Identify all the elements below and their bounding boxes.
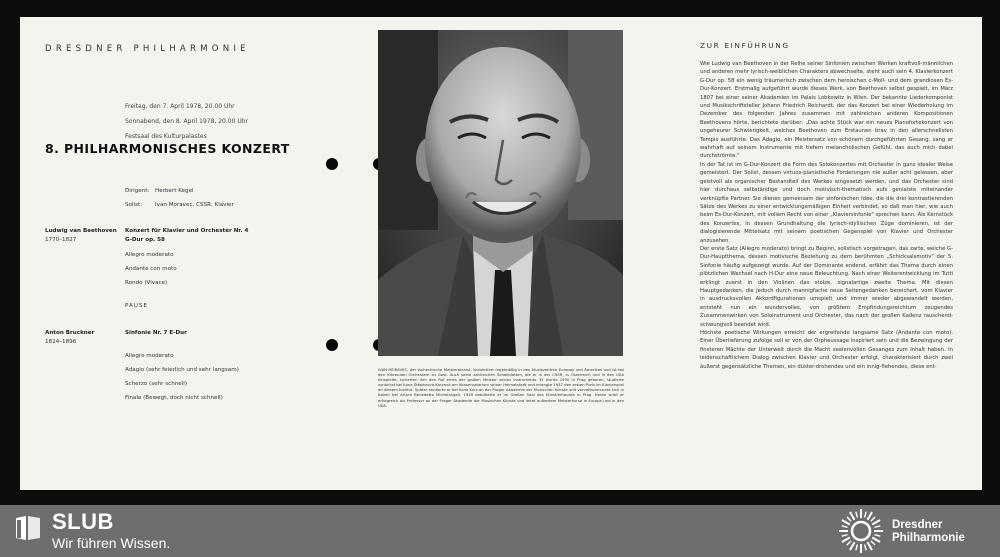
essay-heading: ZUR EINFÜHRUNG	[700, 41, 790, 50]
movement-item: Allegro moderato	[125, 252, 174, 258]
pause-label: PAUSE	[125, 303, 149, 309]
date-friday: Freitag, den 7. April 1978, 20.00 Uhr	[125, 103, 235, 110]
dp-logo-line2: Philharmonie	[892, 532, 965, 544]
slub-logo-text: SLUB	[52, 509, 114, 534]
essay-text	[700, 60, 953, 371]
dp-logo-line1: Dresdner	[892, 519, 943, 531]
dresdner-philharmonie-logo-text	[892, 519, 965, 545]
date-saturday: Sonnabend, den 8. April 1978, 20.00 Uhr	[125, 118, 248, 125]
concert-title: 8. PHILHARMONISCHES KONZERT	[45, 141, 290, 156]
movement-item: Adagio (sehr feierlich und sehr langsam)	[125, 367, 239, 373]
slub-book-icon	[14, 514, 42, 542]
movement-item: Andante con moto	[125, 266, 177, 272]
essay-paragraph: Der erste Satz (Allegro moderato) bringt zu Beginn, solistisch vorgetragen, das zarte, weiche G-Dur-Hauptthema, dessen motivische Beziehung zu dem berühmten „Schicksalsmotiv" der 5. Sinfonie häufig aufgezeigt wurde. Auf der Dominante endend, erfährt das Thema durch einen plötzlichen Wechsel nach H-Dur eine neue Beleuchtung. Nach einer Weiterentwicklung im Tutti erklingt zuerst in den Violinen das stolze, signalartige zweite Thema. Mit diesen Hauptgedanken, die jedoch durch mannigfache neue Seitengedanken bereichert, vom Klavier in ausdrucksvollen Akkordfigurationen umspielt und immer wieder abgewandelt werden, entsteht nun ein wundervolles, von größtem Empfindungsreichtum zeugendes Zusammenwirken von Soloinstrument und Orchester, das nach der großen Kadenz rauschend-schwungvoll beendet wird.	[700, 245, 953, 328]
soloist-label: Solist:	[125, 202, 143, 208]
work-piano-concerto: Konzert für Klavier und Orchester Nr. 4	[125, 228, 249, 234]
essay-paragraph: Höchste poetische Wirkungen erreicht der ergreifende langsame Satz (Andante con moto). Einer Überlieferung zufolge soll er von der Orpheussage inspiriert sein und die Bezwingung der finsteren Mächte der Unterwelt durch die Macht seelenvollen Gesanges zum Inhalt haben. In leidenschaftlichem Dialog zwischen Klavier und Orchester erfolgt, charakterisiert durch zwei äußerst gegensätzliche Themen, ein düster-drohendes und ein innig-flehendes, diese ent-	[700, 330, 953, 370]
photo-caption: IVAN MORAVEC, der tschechische Meisterpianist, konzertiert regelmäßig in den Musikzentren Europas und Amerikas und ist bei den führenden Orchestern zu Gast. Auch seine zahlreichen Schallplatten, die er in der CSSR, in Österreich und in den USA einspielte, sicherten ihm den Ruf eines der großen Meister seines Instruments. Er wurde 1930 in Prag geboren, studierte zunächst bei Ilona Štěpánová-Kurzová am Konservatorium seiner Heimatstadt und erlangte 1957 den ersten Preis im Klavierspiel an diesem Institut. Später studierte er bei Ilona Kurz an der Prager Akademie der Musischen Künste und vervollkommnete sich in Italien bei Arturo Benedetto Michelangeli. 1949 debütierte er im Großen Saal des Künstlerhauses in Prag. Heute wirkt er erfolgreich als Professor an der Prager Akademie der Musischen Künste und leitet außerdem Meisterkurse in Europa und in den USA.	[378, 367, 624, 408]
portrait-illustration	[378, 30, 623, 356]
orchestra-header: DRESDNER PHILHARMONIE	[45, 44, 250, 54]
soloist-name: Ivan Moravec, CSSR, Klavier	[155, 202, 234, 208]
movement-item: Finale (Bewegt, doch nicht schnell)	[125, 395, 223, 401]
essay-paragraph: Wie Ludwig van Beethoven in der Reihe seiner Sinfonien zwischen Werken kraftvoll-männlichen und anderen mehr lyrisch-weiblichen Charakters abwechselte, steht auch sein 4. Klavierkonzert G-Dur op. 58 ein wenig träumerisch zwischen dem heroischen c-Moll- und dem grandiosen Es-Dur-Konzert. Erstmalig aufgeführt wurde dieses Werk, von Beethoven selbst gespielt, im März 1807 bei einer seiner Akademien im Palais Lobkowitz in Wien. Der bekannte Liederkomponist und Musikschriftsteller Johann Friedrich Reichardt, der das Konzert bei einer Wiederholung im Dezember des folgenden Jahres zusammen mit zahlreichen anderen Kompositionen Beethovens hörte, berichtete darüber: „Das achte Stück war ein neues Pianofortekonzert von ungeheurer Schwierigkeit, welches Beethoven zum Erstaunen brav in den allerschnellsten Tempis ausführte. Das Adagio, ein Meistersatz von schönem durchgeführten Gesang, sang er wahrhaft auf seinem Instrumente mit tiefem melancholischen Gefühl, das auch mich dabei durchströmte."	[700, 61, 953, 160]
composer-bruckner: Anton Bruckner	[45, 330, 95, 336]
composer-beethoven-dates: 1770–1827	[45, 237, 77, 243]
punch-hole	[326, 158, 338, 170]
punch-hole	[326, 339, 338, 351]
movement-item: Allegro moderato	[125, 353, 174, 359]
work-piano-concerto-key: G-Dur op. 58	[125, 237, 165, 243]
composer-beethoven: Ludwig van Beethoven	[45, 228, 117, 234]
movement-item: Scherzo (sehr schnell)	[125, 381, 188, 387]
essay-paragraph: In der Tat ist im G-Dur-Konzert die Form des Solokonzertes mit Orchester in ganz idealer Weise gemeistert. Der Solist, dessen virtuos-pianistische Forderungen nie außer acht gelassen, aber geistvoll als organischer Bestandteil des Werkes eingesetzt werden, und das Orchester sind hier durchaus selbständige und doch motivisch-thematisch aufs genialste miteinander verknüpfte Partner. Sie dienen gemeinsam der sinfonischen Idee, die die drei kontrastierenden Sätze des Werkes zu einer entwicklungsmäßigen Einheit verbindet, so daß man hier, wie auch beim Es-Dur-Konzert, mit vollem Recht von einer „Klaviersinfonie" sprechen kann. Als Kernstück des Konzertes, in dessen Grundhaltung die lyrisch-idyllischen Züge dominieren, ist der dialogisierende Mittelsatz mit seinem poetischen Gegenspiel von Klavier und Orchester anzusehen.	[700, 161, 953, 244]
conductor-label: Dirigent:	[125, 188, 150, 194]
conductor-name: Herbert Kegel	[155, 188, 194, 194]
venue: Festsaal des Kulturpalastes	[125, 133, 207, 140]
movement-item: Rondo (Vivace)	[125, 280, 168, 286]
composer-bruckner-dates: 1824–1896	[45, 339, 77, 345]
portrait-photo	[378, 30, 623, 356]
slub-tagline: Wir führen Wissen.	[52, 535, 171, 551]
dresdner-philharmonie-sunburst-icon	[838, 508, 884, 554]
work-symphony: Sinfonie Nr. 7 E-Dur	[125, 330, 187, 336]
